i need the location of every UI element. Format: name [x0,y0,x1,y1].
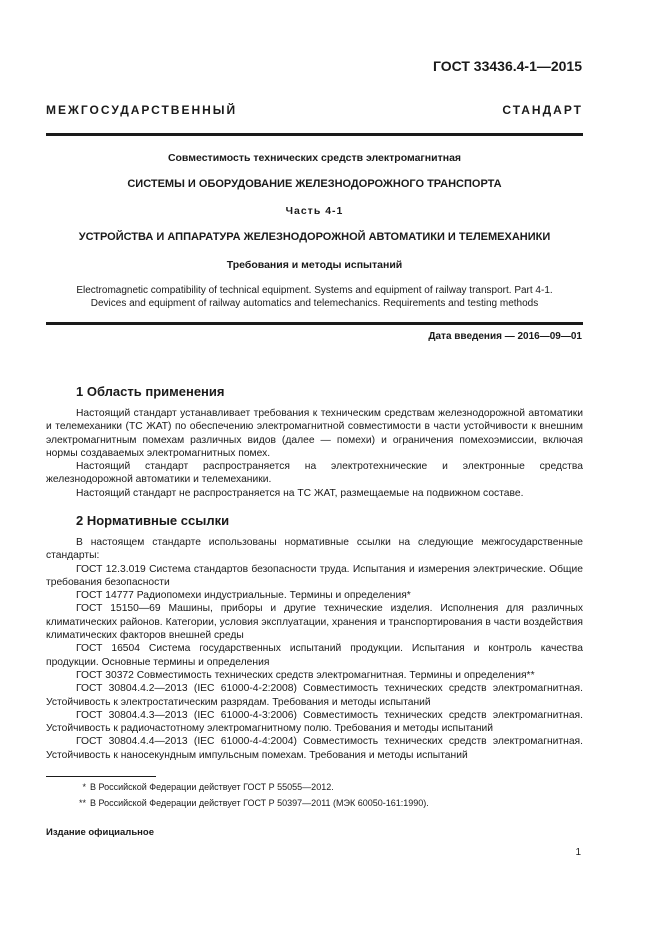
page-number: 1 [575,847,581,858]
footnote-text: В Российской Федерации действует ГОСТ Р 50397—2011 (МЭК 60050-161:1990). [90,798,429,808]
section-2-heading: 2 Нормативные ссылки [76,513,230,528]
footnote-divider [46,776,156,777]
section-2-body [46,536,583,762]
paragraph: Настоящий стандарт устанавливает требования к техническим средствам железнодорожной автоматики и телемеханики (ТС ЖАТ) по обеспечению электромагнитной совместимости в части устойчивости к внешним электромагнитным помехам различных видов (далее — помехи) и ограничения помехоэмиссии, включая нормы создаваемых электромагнитных помех. [46,408,583,459]
section-1-heading: 1 Область применения [76,384,225,399]
footnote-mark: ** [78,798,86,808]
reference-item: ГОСТ 30372 Совместимость технических средств электромагнитная. Термины и определения** [76,669,535,681]
intro-date: Дата введения — 2016—09—01 [428,331,582,342]
top-divider [46,133,583,136]
paragraph: В настоящем стандарте использованы нормативные ссылки на следующие межгосударственные стандарты: [46,537,583,562]
title-part: Часть 4-1 [285,205,344,217]
reference-item: ГОСТ 14777 Радиопомехи индустриальные. Термины и определения* [76,590,411,602]
english-title-line-1: Electromagnetic compatibility of technical equipment. Systems and equipment of railway transport. Part 4-1. [76,285,553,296]
section-1-body [46,407,583,500]
footnote-mark: * [82,782,86,792]
reference-item: ГОСТ 15150—69 Машины, приборы и другие технические изделия. Исполнения для различных климатических районов. Категории, условия эксплуатации, хранения и транспортирования в части воздействия климатических факторов внешней среды [46,603,583,642]
title-line-3: УСТРОЙСТВА И АППАРАТУРА ЖЕЛЕЗНОДОРОЖНОЙ АВТОМАТИКИ И ТЕЛЕМЕХАНИКИ [78,231,551,243]
standard-type: МЕЖГОСУДАРСТВЕННЫЙ СТАНДАРТ [46,103,583,117]
reference-item: ГОСТ 30804.4.2—2013 (IEC 61000-4-2:2008) Совместимость технических средств электромагнитная. Устойчивость к электростатическим разрядам. Требования и методы испытаний [46,683,583,708]
footnote [46,798,583,808]
reference-item: ГОСТ 30804.4.3—2013 (IEC 61000-4-3:2006) Совместимость технических средств электромагнитная. Устойчивость к радиочастотному электромагнитному полю. Требования и методы испытаний [46,709,583,735]
reference-item: ГОСТ 12.3.019 Система стандартов безопасности труда. Испытания и измерения электрические. Общие требования безопасности [46,563,583,588]
title-line-2: СИСТЕМЫ И ОБОРУДОВАНИЕ ЖЕЛЕЗНОДОРОЖНОГО ТРАНСПОРТА [127,178,502,190]
document-number: ГОСТ 33436.4-1—2015 [432,58,582,74]
official-edition-label: Издание официальное [46,827,154,838]
reference-item: ГОСТ 30804.4.4—2013 (IEC 61000-4-4:2004) Совместимость технических средств электромагнитная. Устойчивость к наносекундным импульсным помехам. Требования и методы испытаний [46,736,583,761]
reference-item: ГОСТ 16504 Система государственных испытаний продукции. Испытания и контроль качества продукции. Основные термины и определения [46,643,583,668]
title-divider [46,322,583,325]
paragraph: Настоящий стандарт распространяется на электротехнические и электронные средства железнодорожной автоматики и телемеханики. [46,461,583,486]
title-line-1: Совместимость технических средств электромагнитная [167,152,462,164]
english-title-line-2: Devices and equipment of railway automatics and telemechanics. Requirements and testing methods [90,298,539,309]
title-line-4: Требования и методы испытаний [226,259,403,271]
footnote [46,782,583,792]
footnote-text: В Российской Федерации действует ГОСТ Р 55055—2012. [90,782,334,792]
english-title [46,284,583,310]
paragraph: Настоящий стандарт не распространяется на ТС ЖАТ, размещаемые на подвижном составе. [76,487,524,499]
